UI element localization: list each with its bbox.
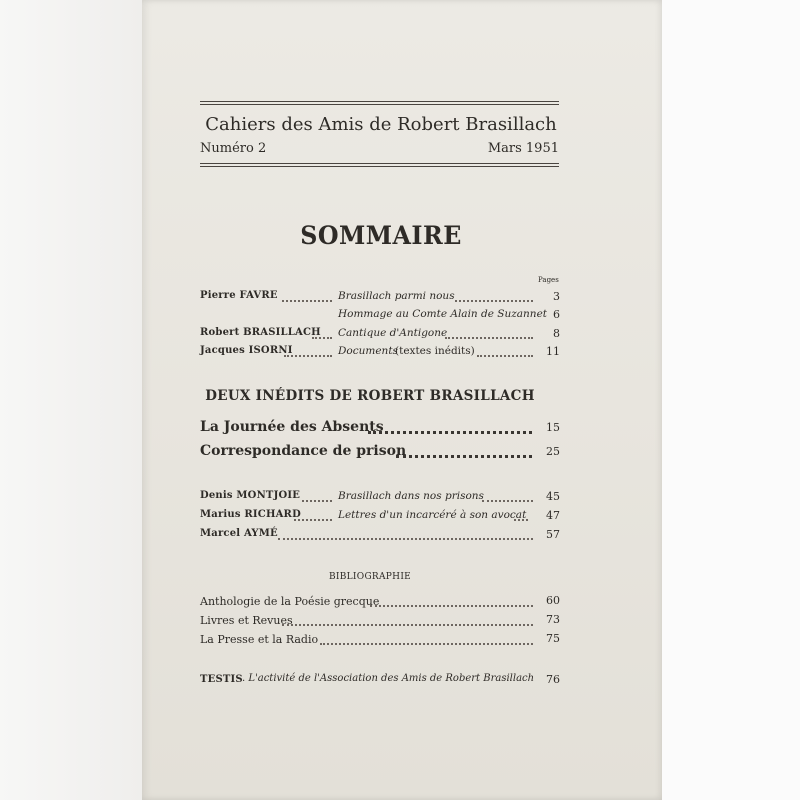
toc-author: Jacques ISORNI xyxy=(200,345,293,356)
bibliography-title: Livres et Revues xyxy=(200,614,293,627)
issue-number: Numéro 2 xyxy=(200,141,267,156)
dot-leader xyxy=(284,355,332,357)
toc-title: Cantique d'Antigone xyxy=(338,327,448,339)
bibliography-title: Anthologie de la Poésie grecque xyxy=(200,595,380,608)
dot-leader xyxy=(482,500,533,502)
bibliography-page: 73 xyxy=(546,613,560,626)
dot-leader xyxy=(282,624,533,626)
dot-leader xyxy=(455,300,533,302)
dot-leader xyxy=(370,605,533,607)
section-heading: DEUX INÉDITS DE ROBERT BRASILLACH xyxy=(205,388,535,404)
footer-title: . L'activité de l'Association des Amis de Robert Brasillach xyxy=(242,673,535,684)
dot-leader xyxy=(278,538,533,540)
toc-title: Brasillach parmi nous xyxy=(338,290,455,302)
featured-page: 25 xyxy=(546,445,560,458)
toc-author: Pierre FAVRE xyxy=(200,290,278,301)
toc-page: 47 xyxy=(546,509,560,522)
toc-author: Robert BRASILLACH xyxy=(200,327,321,338)
background-right xyxy=(662,0,800,800)
dot-leader xyxy=(396,455,532,458)
top-rule xyxy=(200,101,559,102)
dot-leader xyxy=(445,337,533,339)
toc-page: 3 xyxy=(553,290,560,303)
toc-title: Brasillach dans nos prisons xyxy=(338,490,484,502)
toc-page: 57 xyxy=(546,528,560,541)
dot-leader xyxy=(514,519,528,521)
journal-page xyxy=(142,0,662,800)
bibliography-page: 75 xyxy=(546,632,560,645)
background-left xyxy=(0,0,142,800)
dot-leader xyxy=(294,519,332,521)
dot-leader xyxy=(477,355,533,357)
footer-page: 76 xyxy=(546,673,560,686)
dot-leader xyxy=(320,643,533,645)
dot-leader xyxy=(302,500,332,502)
toc-author: Marcel AYMÉ xyxy=(200,528,278,539)
dot-leader xyxy=(368,431,532,434)
toc-author: Marius RICHARD xyxy=(200,509,301,520)
toc-title: Documents xyxy=(338,345,398,357)
toc-page: 45 xyxy=(546,490,560,503)
toc-title-suffix: (textes inédits) xyxy=(395,345,475,357)
top-rule-inner xyxy=(200,104,559,105)
toc-page: 11 xyxy=(546,345,560,358)
toc-page: 6 xyxy=(553,308,560,321)
featured-title: Correspondance de prison xyxy=(200,443,407,459)
toc-title: Lettres d'un incarcéré à son avocat xyxy=(338,509,527,521)
issue-date: Mars 1951 xyxy=(487,141,559,156)
bottom-rule xyxy=(200,163,559,164)
journal-title: Cahiers des Amis de Robert Brasillach xyxy=(205,114,557,135)
bibliography-page: 60 xyxy=(546,594,560,607)
toc-title: Hommage au Comte Alain de Suzannet xyxy=(338,308,548,320)
bibliography-heading: BIBLIOGRAPHIE xyxy=(328,572,412,582)
featured-title: La Journée des Absents xyxy=(200,419,384,435)
footer-author: TESTIS xyxy=(200,674,243,685)
bibliography-title: La Presse et la Radio xyxy=(200,633,319,646)
pages-label: Pages xyxy=(538,276,559,284)
featured-page: 15 xyxy=(546,421,560,434)
page-heading: SOMMAIRE xyxy=(300,221,462,250)
dot-leader xyxy=(282,300,332,302)
toc-page: 8 xyxy=(553,327,560,340)
toc-author: Denis MONTJOIE xyxy=(200,490,301,501)
bottom-rule-inner xyxy=(200,166,559,167)
dot-leader xyxy=(312,337,332,339)
